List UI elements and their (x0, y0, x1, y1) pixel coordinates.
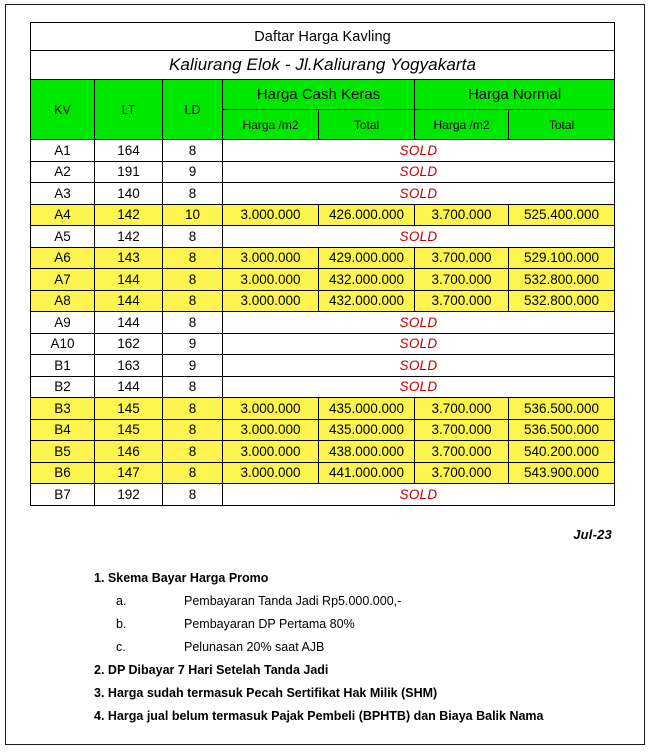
note-marker: 2. (94, 663, 105, 677)
column-header-kv: KV (31, 80, 95, 140)
cell-kv: A9 (31, 312, 95, 334)
cell-cash-total: 426.000.000 (319, 204, 415, 226)
status-badge-sold: SOLD (223, 140, 615, 162)
note-text: DP Dibayar 7 Hari Setelah Tanda Jadi (107, 663, 329, 677)
date-stamp: Jul-23 (573, 527, 612, 542)
cell-ld: 9 (163, 333, 223, 355)
table-row (31, 183, 615, 205)
cell-ld: 10 (163, 204, 223, 226)
cell-cash-per-m2: 3.000.000 (223, 398, 319, 420)
cell-kv: B3 (31, 398, 95, 420)
table-row (31, 312, 615, 334)
table-row (31, 355, 615, 377)
cell-ld: 8 (163, 419, 223, 441)
table-row (31, 419, 615, 441)
cell-ld: 9 (163, 355, 223, 377)
cell-kv: A7 (31, 269, 95, 291)
cell-lt: 140 (95, 183, 163, 205)
note-item (94, 636, 614, 659)
table-subtitle-row (31, 51, 615, 80)
cell-ld: 8 (163, 441, 223, 463)
cell-normal-per-m2: 3.700.000 (415, 462, 509, 484)
cell-cash-per-m2: 3.000.000 (223, 419, 319, 441)
cell-lt: 142 (95, 226, 163, 248)
cell-normal-total: 529.100.000 (509, 247, 615, 269)
note-item (94, 682, 614, 705)
table-title-row (31, 23, 615, 51)
cell-kv: A1 (31, 140, 95, 162)
note-item (94, 659, 614, 682)
column-header-cash-per-m2: Harga /m2 (223, 110, 319, 140)
note-text: Pembayaran DP Pertama 80% (184, 617, 355, 631)
price-list-table (30, 22, 615, 506)
note-item (94, 567, 614, 590)
cell-cash-total: 441.000.000 (319, 462, 415, 484)
cell-normal-per-m2: 3.700.000 (415, 204, 509, 226)
table-row (31, 247, 615, 269)
document-subtitle: Kaliurang Elok - Jl.Kaliurang Yogyakarta (31, 51, 615, 80)
note-marker: 3. (94, 686, 105, 700)
status-badge-sold: SOLD (223, 226, 615, 248)
cell-lt: 192 (95, 484, 163, 506)
cell-kv: B1 (31, 355, 95, 377)
status-badge-sold: SOLD (223, 312, 615, 334)
cell-lt: 145 (95, 419, 163, 441)
cell-normal-total: 536.500.000 (509, 419, 615, 441)
cell-cash-per-m2: 3.000.000 (223, 204, 319, 226)
cell-kv: B5 (31, 441, 95, 463)
cell-cash-per-m2: 3.000.000 (223, 247, 319, 269)
status-badge-sold: SOLD (223, 161, 615, 183)
cell-lt: 145 (95, 398, 163, 420)
cell-cash-total: 432.000.000 (319, 269, 415, 291)
cell-cash-total: 435.000.000 (319, 398, 415, 420)
cell-kv: A5 (31, 226, 95, 248)
cell-ld: 8 (163, 183, 223, 205)
cell-lt: 143 (95, 247, 163, 269)
note-marker: b. (116, 617, 127, 631)
cell-ld: 8 (163, 269, 223, 291)
cell-cash-total: 432.000.000 (319, 290, 415, 312)
cell-normal-total: 543.900.000 (509, 462, 615, 484)
cell-lt: 162 (95, 333, 163, 355)
cell-kv: A10 (31, 333, 95, 355)
cell-ld: 9 (163, 161, 223, 183)
cell-ld: 8 (163, 140, 223, 162)
header-group-row (31, 80, 615, 110)
table-row (31, 376, 615, 398)
cell-lt: 163 (95, 355, 163, 377)
table-row (31, 269, 615, 291)
cell-normal-per-m2: 3.700.000 (415, 269, 509, 291)
status-badge-sold: SOLD (223, 333, 615, 355)
cell-kv: A6 (31, 247, 95, 269)
cell-lt: 144 (95, 312, 163, 334)
status-badge-sold: SOLD (223, 376, 615, 398)
cell-cash-per-m2: 3.000.000 (223, 290, 319, 312)
status-badge-sold: SOLD (223, 183, 615, 205)
cell-normal-per-m2: 3.700.000 (415, 290, 509, 312)
cell-normal-total: 525.400.000 (509, 204, 615, 226)
table-row (31, 484, 615, 506)
cell-normal-per-m2: 3.700.000 (415, 247, 509, 269)
cell-lt: 142 (95, 204, 163, 226)
cell-cash-total: 438.000.000 (319, 441, 415, 463)
table-row (31, 441, 615, 463)
cell-lt: 144 (95, 376, 163, 398)
cell-lt: 147 (95, 462, 163, 484)
cell-ld: 8 (163, 312, 223, 334)
cell-lt: 144 (95, 290, 163, 312)
cell-cash-total: 429.000.000 (319, 247, 415, 269)
table-body (31, 140, 615, 506)
page-sheet (5, 4, 645, 745)
document-title: Daftar Harga Kavling (31, 23, 615, 51)
cell-normal-per-m2: 3.700.000 (415, 398, 509, 420)
status-badge-sold: SOLD (223, 484, 615, 506)
cell-ld: 8 (163, 376, 223, 398)
column-header-cash-total: Total (319, 110, 415, 140)
note-text: Pelunasan 20% saat AJB (184, 640, 325, 654)
cell-ld: 8 (163, 226, 223, 248)
cell-kv: A3 (31, 183, 95, 205)
status-badge-sold: SOLD (223, 355, 615, 377)
table-row (31, 140, 615, 162)
note-item (94, 705, 614, 728)
cell-ld: 8 (163, 290, 223, 312)
cell-lt: 191 (95, 161, 163, 183)
note-marker: a. (116, 594, 127, 608)
cell-ld: 8 (163, 398, 223, 420)
cell-cash-total: 435.000.000 (319, 419, 415, 441)
column-header-lt: LT (95, 80, 163, 140)
column-header-group-harga-cash-keras: Harga Cash Keras (223, 80, 415, 110)
cell-kv: B4 (31, 419, 95, 441)
note-marker: 1. (94, 571, 105, 585)
cell-ld: 8 (163, 484, 223, 506)
cell-ld: 8 (163, 247, 223, 269)
note-text: Harga sudah termasuk Pecah Sertifikat Hak Milik (SHM) (107, 686, 438, 700)
note-marker: c. (116, 640, 126, 654)
cell-normal-per-m2: 3.700.000 (415, 441, 509, 463)
cell-kv: A8 (31, 290, 95, 312)
note-text: Pembayaran Tanda Jadi Rp5.000.000,- (184, 594, 402, 608)
cell-normal-per-m2: 3.700.000 (415, 419, 509, 441)
table-row (31, 398, 615, 420)
note-item (94, 613, 614, 636)
cell-lt: 144 (95, 269, 163, 291)
table-row (31, 333, 615, 355)
note-marker: 4. (94, 709, 105, 723)
cell-kv: A4 (31, 204, 95, 226)
cell-normal-total: 532.800.000 (509, 290, 615, 312)
column-header-group-harga-normal: Harga Normal (415, 80, 615, 110)
cell-kv: B2 (31, 376, 95, 398)
cell-lt: 164 (95, 140, 163, 162)
cell-kv: B6 (31, 462, 95, 484)
note-text: Skema Bayar Harga Promo (107, 571, 269, 585)
cell-kv: B7 (31, 484, 95, 506)
column-header-normal-total: Total (509, 110, 615, 140)
cell-kv: A2 (31, 161, 95, 183)
cell-cash-per-m2: 3.000.000 (223, 269, 319, 291)
table-row (31, 161, 615, 183)
cell-cash-per-m2: 3.000.000 (223, 441, 319, 463)
cell-normal-total: 536.500.000 (509, 398, 615, 420)
cell-lt: 146 (95, 441, 163, 463)
cell-normal-total: 532.800.000 (509, 269, 615, 291)
table-row (31, 462, 615, 484)
cell-normal-total: 540.200.000 (509, 441, 615, 463)
cell-ld: 8 (163, 462, 223, 484)
column-header-normal-per-m2: Harga /m2 (415, 110, 509, 140)
note-item (94, 590, 614, 613)
column-header-ld: LD (163, 80, 223, 140)
table-row (31, 290, 615, 312)
table-row (31, 204, 615, 226)
notes-section (94, 567, 614, 728)
note-text: Harga jual belum termasuk Pajak Pembeli (BPHTB) dan Biaya Balik Nama (107, 709, 544, 723)
cell-cash-per-m2: 3.000.000 (223, 462, 319, 484)
table-row (31, 226, 615, 248)
